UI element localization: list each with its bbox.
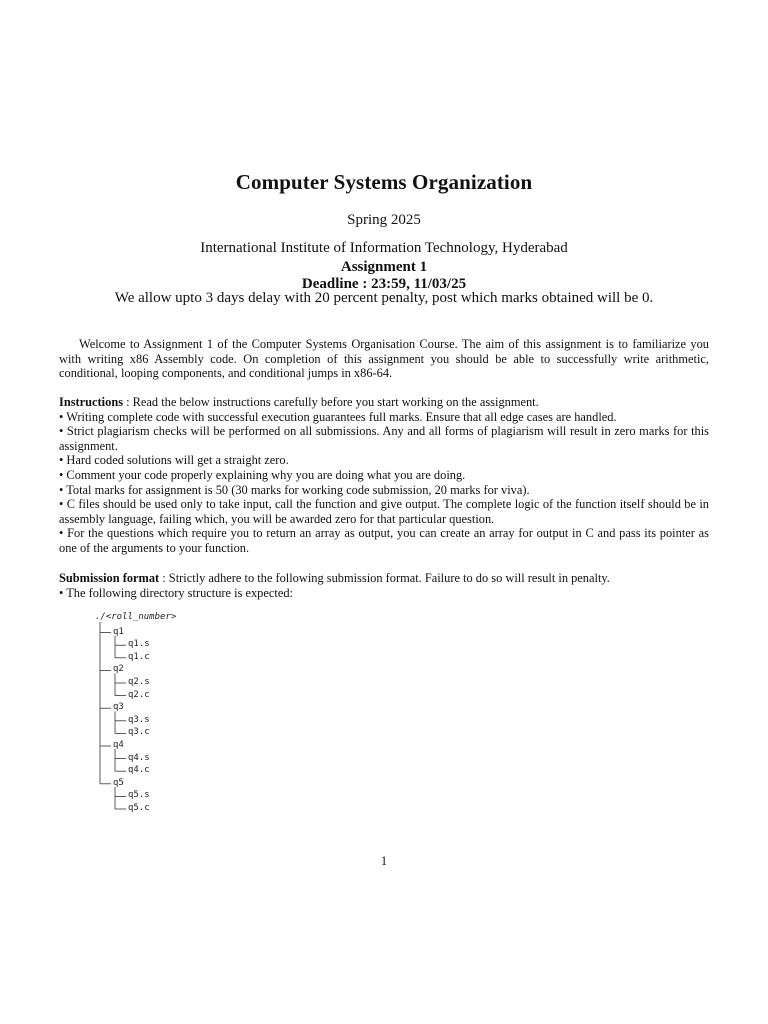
submission-section bbox=[59, 571, 709, 600]
instructions-section bbox=[59, 395, 709, 556]
instruction-item: • Comment your code properly explaining why you are doing what you are doing. bbox=[59, 467, 466, 482]
submission-lead: : Strictly adhere to the following submission format. Failure to do so will result in penalty. bbox=[159, 571, 610, 585]
instruction-item: • Strict plagiarism checks will be performed on all submissions. Any and all forms of plagiarism will result in zero marks for this assignment. bbox=[59, 424, 709, 453]
page-number: 1 bbox=[380, 854, 388, 868]
delay-policy: We allow upto 3 days delay with 20 percent penalty, post which marks obtained will be 0. bbox=[114, 290, 654, 306]
document-title: Computer Systems Organization bbox=[235, 170, 533, 194]
tree-root: ./<roll_number> bbox=[95, 612, 177, 622]
tree-file: q4.s bbox=[128, 752, 150, 763]
tree-file: q4.c bbox=[128, 765, 150, 776]
tree-file: q1.c bbox=[128, 651, 150, 662]
tree-file: q2.s bbox=[128, 677, 150, 687]
instruction-item: • C files should be used only to take input, call the function and give output. The complete logic of the function itself should be in assembly language, failing which, you will be awarded zero for that particular question. bbox=[59, 497, 709, 526]
semester: Spring 2025 bbox=[347, 212, 421, 228]
intro-paragraph: Welcome to Assignment 1 of the Computer Systems Organisation Course. The aim of this assignment is to familiarize you with writing x86 Assembly code. On completion of this assignment you should be able to successfully write arithmetic, conditional, looping components, and conditional jumps in x86-64. bbox=[59, 337, 709, 381]
tree-file: q5.s bbox=[128, 790, 150, 801]
tree-connector-lines bbox=[95, 612, 215, 822]
submission-label: Submission format bbox=[59, 571, 160, 585]
submission-item: • The following directory structure is expected: bbox=[59, 585, 293, 600]
tree-folder: q4 bbox=[113, 740, 124, 750]
instructions-lead: : Read the below instructions carefully before you start working on the assignment. bbox=[123, 395, 539, 409]
tree-file: q3.c bbox=[128, 727, 150, 738]
tree-file: q5.c bbox=[128, 803, 150, 813]
tree-folder: q5 bbox=[113, 777, 124, 788]
deadline: Deadline : 23:59, 11/03/25 bbox=[301, 276, 467, 292]
instruction-item: • Hard coded solutions will get a straight zero. bbox=[59, 453, 289, 468]
tree-file: q1.s bbox=[128, 639, 150, 650]
institute-name: International Institute of Information Technology, Hyderabad bbox=[200, 240, 568, 256]
assignment-label: Assignment 1 bbox=[340, 259, 428, 275]
tree-folder: q1 bbox=[113, 626, 124, 637]
tree-file: q3.s bbox=[128, 714, 150, 725]
tree-file: q2.c bbox=[128, 689, 150, 700]
tree-folder: q3 bbox=[113, 702, 124, 713]
instruction-item: • Writing complete code with successful execution guarantees full marks. Ensure that all edge cases are handled. bbox=[59, 409, 617, 424]
instruction-item: • For the questions which require you to return an array as output, you can create an array for output in C and pass its pointer as one of the arguments to your function. bbox=[59, 526, 709, 555]
instructions-label: Instructions bbox=[59, 395, 124, 409]
tree-folder: q2 bbox=[113, 664, 124, 675]
instruction-item: • Total marks for assignment is 50 (30 marks for working code submission, 20 marks for viva). bbox=[59, 482, 530, 497]
